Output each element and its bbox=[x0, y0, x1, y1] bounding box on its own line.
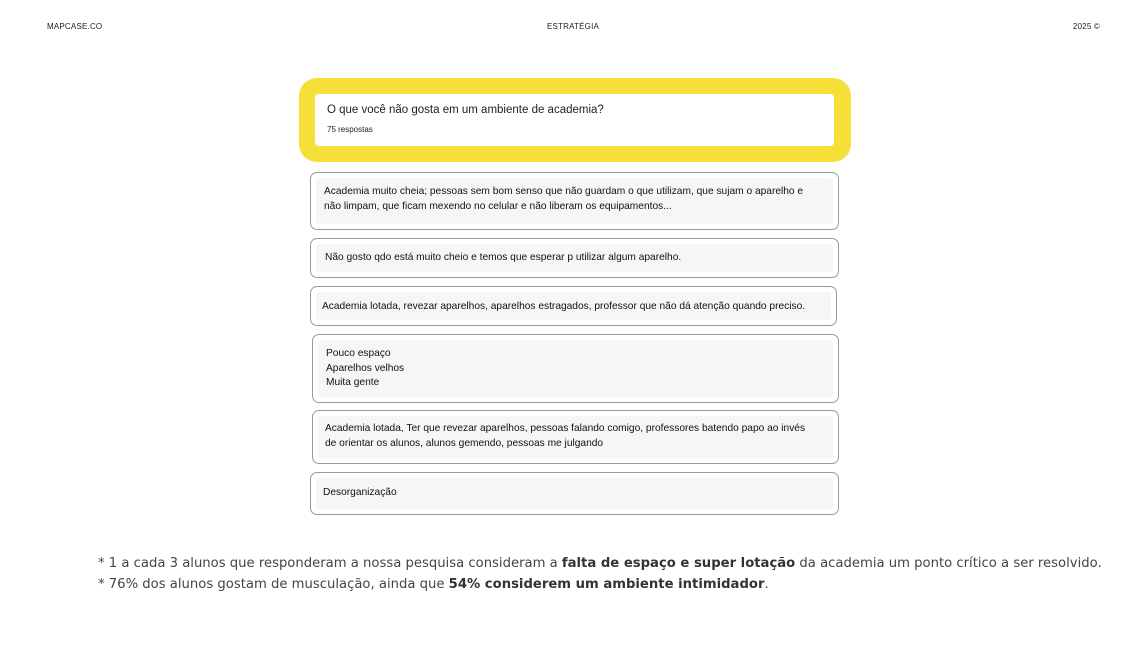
footnote-emphasis: falta de espaço e super lotação bbox=[561, 556, 796, 571]
response-text: Não gosto qdo está muito cheio e temos que esperar p utilizar algum aparelho. bbox=[325, 252, 682, 263]
response-card-1 bbox=[310, 172, 839, 230]
response-card-4 bbox=[312, 334, 839, 403]
response-text: Academia lotada, revezar aparelhos, aparelhos estragados, professor que não dá atenção quando preciso. bbox=[322, 301, 806, 312]
year-label: 2025 © bbox=[1072, 22, 1100, 31]
response-card-6 bbox=[310, 472, 839, 515]
response-text: Academia lotada, Ter que revezar aparelhos, pessoas falando comigo, professores batendo papo ao invés de orientar os alunos, alunos gemendo, pessoas me julgando bbox=[325, 423, 806, 449]
response-count: 75 respostas bbox=[327, 125, 373, 134]
section-title: ESTRATÉGIA bbox=[546, 22, 600, 31]
question-card bbox=[299, 78, 851, 162]
top-bar bbox=[0, 22, 1146, 36]
brand-label: MAPCASE.CO bbox=[47, 22, 103, 31]
question-title: O que você não gosta em um ambiente de academia? bbox=[327, 104, 604, 116]
footnote-emphasis: 54% considerem um ambiente intimidador bbox=[448, 577, 765, 592]
response-text: Pouco espaço Aparelhos velhos Muita gente bbox=[326, 348, 405, 389]
footnotes bbox=[98, 553, 1102, 595]
footnote-1: * 1 a cada 3 alunos que responderam a nossa pesquisa consideram a falta de espaço e super lotação da academia um ponto crítico a ser resolvido. bbox=[98, 556, 1102, 571]
question-box bbox=[315, 94, 834, 146]
response-card-2 bbox=[310, 238, 839, 278]
response-card-3 bbox=[310, 286, 837, 326]
response-text: Desorganização bbox=[323, 487, 397, 498]
response-text: Academia muito cheia; pessoas sem bom senso que não guardam o que utilizam, que sujam o aparelho e não limpam, que ficam mexendo no celular e não liberam os equipamentos... bbox=[324, 186, 804, 212]
footnote-2: * 76% dos alunos gostam de musculação, ainda que 54% considerem um ambiente intimidador. bbox=[98, 577, 769, 592]
response-card-5 bbox=[312, 410, 839, 464]
